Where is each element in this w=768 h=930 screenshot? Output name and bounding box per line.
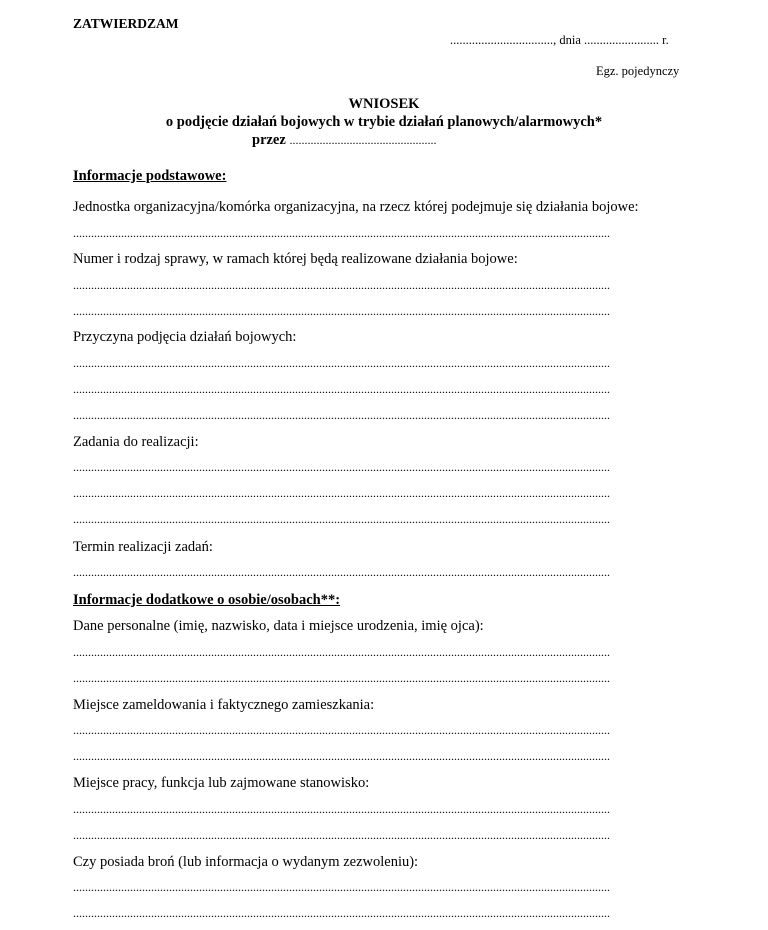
document-subtitle: o podjęcie działań bojowych w trybie działań planowych/alarmowych* bbox=[165, 114, 603, 130]
field-personal-label: Dane personalne (imię, nazwisko, data i miejsce urodzenia, imię ojca): bbox=[73, 618, 484, 634]
field-work-line-2[interactable]: ................................................................................................................................................................................... bbox=[73, 828, 610, 842]
field-address-line-1[interactable]: ................................................................................................................................................................................... bbox=[73, 723, 610, 737]
field-weapon-label: Czy posiada broń (lub informacja o wydanym zezwoleniu): bbox=[73, 854, 419, 870]
field-reason-line-2[interactable]: ................................................................................................................................................................................... bbox=[73, 382, 610, 396]
field-deadline-label: Termin realizacji zadań: bbox=[73, 539, 213, 555]
by-line bbox=[252, 132, 436, 149]
approve-label: ZATWIERDZAM bbox=[73, 16, 179, 31]
copy-label: Egz. pojedynczy bbox=[596, 64, 680, 78]
section-extra-heading: Informacje dodatkowe o osobie/osobach**: bbox=[73, 592, 341, 608]
field-weapon-line-2[interactable]: ................................................................................................................................................................................... bbox=[73, 906, 610, 920]
field-work-line-1[interactable]: ................................................................................................................................................................................... bbox=[73, 802, 610, 816]
field-tasks-line-1[interactable]: ................................................................................................................................................................................... bbox=[73, 460, 610, 474]
field-personal-line-1[interactable]: ................................................................................................................................................................................... bbox=[73, 645, 610, 659]
place-date-line: ................................., dnia ........................ r. bbox=[450, 33, 669, 47]
field-personal-line-2[interactable]: ................................................................................................................................................................................... bbox=[73, 671, 610, 685]
by-label: przez bbox=[252, 132, 286, 148]
field-work-label: Miejsce pracy, funkcja lub zajmowane stanowisko: bbox=[73, 775, 370, 791]
field-tasks-label: Zadania do realizacji: bbox=[73, 434, 199, 450]
field-unit-line-1[interactable]: ................................................................................................................................................................................... bbox=[73, 226, 610, 240]
field-reason-line-1[interactable]: ................................................................................................................................................................................... bbox=[73, 356, 610, 370]
field-address-line-2[interactable]: ................................................................................................................................................................................... bbox=[73, 749, 610, 763]
field-reason-label: Przyczyna podjęcia działań bojowych: bbox=[73, 329, 297, 345]
field-address-label: Miejsce zameldowania i faktycznego zamieszkania: bbox=[73, 697, 375, 713]
field-tasks-line-2[interactable]: ................................................................................................................................................................................... bbox=[73, 486, 610, 500]
field-unit-label: Jednostka organizacyjna/komórka organizacyjna, na rzecz której podejmuje się działania bojowe: bbox=[73, 199, 639, 215]
field-case-line-1[interactable]: ................................................................................................................................................................................... bbox=[73, 278, 610, 292]
section-basic-heading: Informacje podstawowe: bbox=[73, 168, 227, 184]
document-title: WNIOSEK bbox=[348, 96, 420, 112]
field-tasks-line-3[interactable]: ................................................................................................................................................................................... bbox=[73, 512, 610, 526]
field-case-line-2[interactable]: ................................................................................................................................................................................... bbox=[73, 304, 610, 318]
by-dots[interactable]: ................................................. bbox=[289, 133, 437, 147]
field-reason-line-3[interactable]: ................................................................................................................................................................................... bbox=[73, 408, 610, 422]
field-case-label: Numer i rodzaj sprawy, w ramach której będą realizowane działania bojowe: bbox=[73, 251, 518, 267]
field-deadline-line-1[interactable]: ................................................................................................................................................................................... bbox=[73, 565, 610, 579]
field-weapon-line-1[interactable]: ................................................................................................................................................................................... bbox=[73, 880, 610, 894]
